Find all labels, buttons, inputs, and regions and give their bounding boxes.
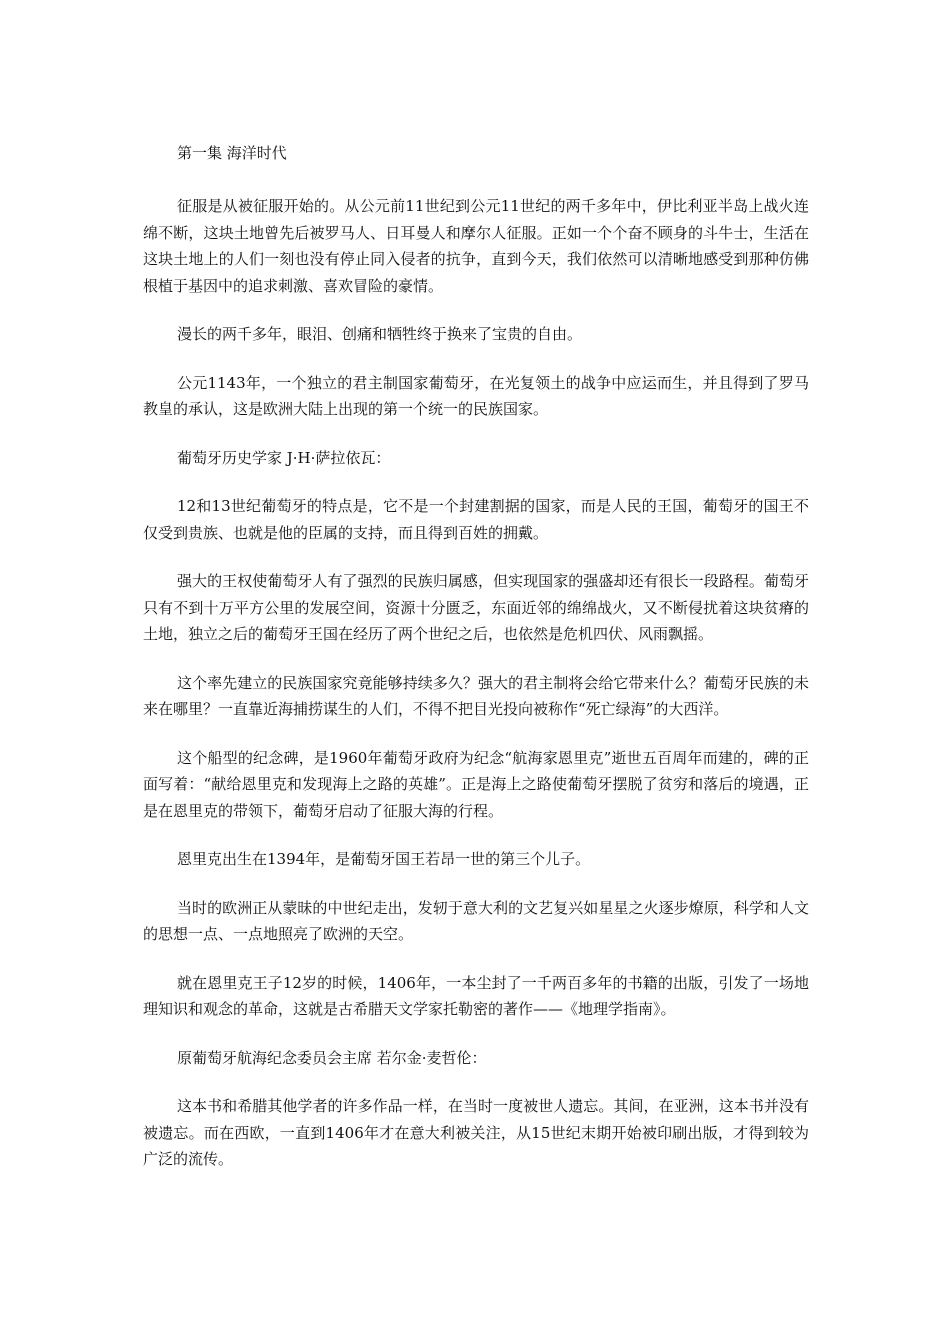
paragraph: 就在恩里克王子12岁的时候，1406年，一本尘封了一千两百多年的书籍的出版，引发了一场地理知识和观念的革命，这就是古希腊天文学家托勒密的著作——《地理学指南》。 <box>143 973 809 1018</box>
paragraph: 这本书和希腊其他学者的许多作品一样，在当时一度被世人遗忘。其间，在亚洲，这本书并没有被遗忘。而在西欧，一直到1406年才在意大利被关注，从15世纪末期开始被印刷出版，才得到较为广泛的流传。 <box>143 1097 809 1168</box>
paragraph: 当时的欧洲正从蒙昧的中世纪走出，发轫于意大利的文艺复兴如星星之火逐步燎原，科学和人文的思想一点、一点地照亮了欧洲的天空。 <box>143 898 809 943</box>
paragraph: 这个率先建立的民族国家究竟能够持续多久？强大的君主制将会给它带来什么？葡萄牙民族的未来在哪里？一直靠近海捕捞谋生的人们，不得不把目光投向被称作“死亡绿海”的大西洋。 <box>143 673 809 718</box>
episode-title: 第一集 海洋时代 <box>177 144 287 162</box>
paragraph: 漫长的两千多年，眼泪、创痛和牺牲终于换来了宝贵的自由。 <box>177 325 583 343</box>
document-page <box>143 140 809 1195</box>
paragraph: 这个船型的纪念碑，是1960年葡萄牙政府为纪念“航海家恩里克”逝世五百周年而建的，碑的正面写着：“献给恩里克和发现海上之路的英雄”。正是海上之路使葡萄牙摆脱了贫穷和落后的境遇，正是在恩里克的带领下，葡萄牙启动了征服大海的行程。 <box>143 748 809 820</box>
speaker-line: 葡萄牙历史学家 J·H·萨拉依瓦： <box>177 448 391 467</box>
speaker-line: 原葡萄牙航海纪念委员会主席 若尔金·麦哲伦： <box>177 1048 487 1067</box>
paragraph: 恩里克出生在1394年，是葡萄牙国王若昂一世的第三个儿子。 <box>177 850 591 868</box>
paragraph: 12和13世纪葡萄牙的特点是，它不是一个封建割据的国家，而是人民的王国，葡萄牙的国王不仅受到贵族、也就是他的臣属的支持，而且得到百姓的拥戴。 <box>143 497 809 542</box>
paragraph: 征服是从被征服开始的。从公元前11世纪到公元11世纪的两千多年中，伊比利亚半岛上战火连绵不断，这块土地曾先后被罗马人、日耳曼人和摩尔人征服。正如一个个奋不顾身的斗牛士，生活在这块土地上的人们一刻也没有停止同入侵者的抗争，直到今天，我们依然可以清晰地感受到那种仿佛根植于基因中的追求刺激、喜欢冒险的豪情。 <box>143 197 809 295</box>
paragraph: 公元1143年，一个独立的君主制国家葡萄牙，在光复领土的战争中应运而生，并且得到了罗马教皇的承认，这是欧洲大陆上出现的第一个统一的民族国家。 <box>143 373 809 418</box>
paragraph: 强大的王权使葡萄牙人有了强烈的民族归属感，但实现国家的强盛却还有很长一段路程。葡萄牙只有不到十万平方公里的发展空间，资源十分匮乏，东面近邻的绵绵战火，又不断侵扰着这块贫瘠的土地，独立之后的葡萄牙王国在经历了两个世纪之后，也依然是危机四伏、风雨飘摇。 <box>143 572 809 643</box>
